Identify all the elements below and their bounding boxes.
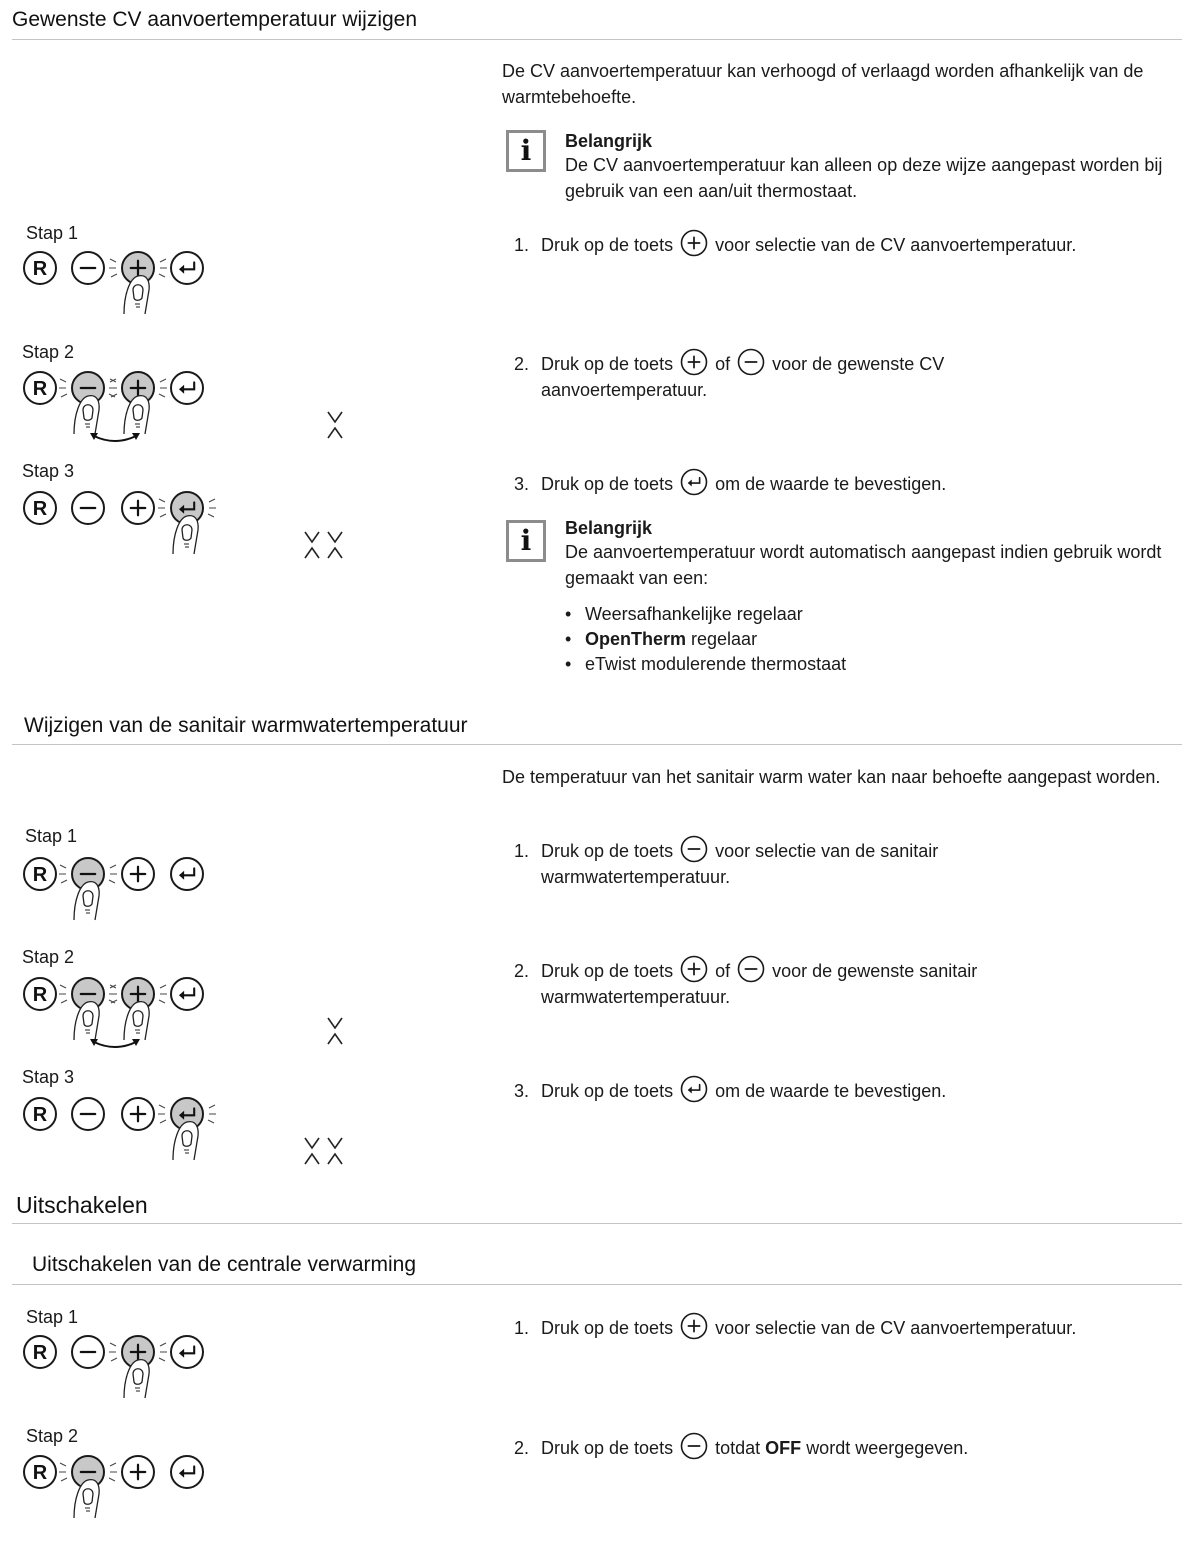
instruction-step: 3. Druk op de toets om de waarde te bevestigen.: [514, 468, 946, 497]
blinking-indicator-icon: [325, 410, 345, 440]
instruction-step: 2. Druk op de toets of voor de gewenste CV aanvoertemperatuur.: [514, 348, 944, 403]
step-label: Stap 2: [22, 947, 75, 967]
step-label: Stap 2: [22, 342, 75, 362]
section-divider: [12, 744, 1182, 745]
note-title: Belangrijk: [565, 518, 653, 538]
svg-text:R: R: [32, 258, 48, 280]
section-title-cv-temperature: Gewenste CV aanvoertemperatuur wijzigen: [12, 8, 418, 31]
keypad-keys: [22, 1454, 262, 1544]
plus-icon: [680, 229, 708, 257]
blinking-indicator-icon: [325, 1016, 345, 1046]
svg-text:R: R: [32, 1462, 48, 1484]
intro-dhw-temperature: De temperatuur van het sanitair warm water kan naar behoefte aangepast worden.: [502, 767, 1161, 787]
blinking-indicator-icon: [302, 530, 346, 560]
minus-icon: [680, 835, 708, 863]
instruction-step: 1. Druk op de toets voor selectie van de CV aanvoertemperatuur.: [514, 1312, 1076, 1341]
step-label: Stap 3: [22, 1067, 75, 1087]
section-divider: [12, 1223, 1182, 1224]
info-note-2: [504, 515, 1184, 685]
minus-icon: [737, 955, 765, 983]
keypad-keys: [22, 1334, 262, 1424]
svg-text:R: R: [32, 984, 48, 1006]
step-label: Stap 1: [26, 1307, 79, 1327]
keypad-keys: [22, 370, 262, 460]
svg-text:R: R: [32, 864, 48, 886]
note-text: De CV aanvoertemperatuur kan alleen op deze wijze aangepast worden bij gebruik van een aan/uit thermostaat.: [565, 155, 1163, 201]
keypad-illustration: [22, 490, 262, 580]
enter-icon: [680, 1075, 708, 1103]
keypad-keys: [22, 250, 262, 340]
instruction-step: 2. Druk op de toets totdat OFF wordt weergegeven.: [514, 1432, 968, 1461]
keypad-keys: [22, 856, 262, 946]
keypad-illustration: [22, 856, 262, 946]
keypad-illustration: [22, 1334, 262, 1424]
keypad-keys: [22, 976, 262, 1066]
svg-text:R: R: [32, 378, 48, 400]
list-item: • eTwist modulerende thermostaat: [565, 654, 847, 674]
section-title-switch-off-heating: Uitschakelen van de centrale verwarming: [32, 1253, 417, 1276]
section-divider: [12, 39, 1182, 40]
list-item: • Weersafhankelijke regelaar: [565, 604, 803, 624]
enter-icon: [680, 468, 708, 496]
info-icon: i: [506, 130, 546, 172]
instruction-step: 1. Druk op de toets voor selectie van de CV aanvoertemperatuur.: [514, 229, 1076, 258]
section-title-switch-off: Uitschakelen: [16, 1192, 148, 1218]
keypad-illustration: [22, 250, 262, 340]
svg-text:R: R: [32, 1104, 48, 1126]
plus-icon: [680, 1312, 708, 1340]
keypad-illustration: [22, 1454, 262, 1544]
bullet-list: [565, 602, 846, 677]
step-label: Stap 3: [22, 461, 75, 481]
blinking-indicator-icon: [302, 1136, 346, 1166]
svg-text:R: R: [32, 498, 48, 520]
intro-cv-temperature: De CV aanvoertemperatuur kan verhoogd of verlaagd worden afhankelijk van de warmtebehoefte.: [502, 61, 1144, 107]
svg-text:R: R: [32, 1342, 48, 1364]
step-label: Stap 1: [26, 223, 79, 243]
list-item: • OpenTherm regelaar: [565, 629, 758, 649]
instruction-step: 3. Druk op de toets om de waarde te bevestigen.: [514, 1075, 946, 1104]
keypad-keys: [22, 490, 262, 580]
keypad-illustration: [22, 1096, 262, 1186]
section-title-dhw-temperature: Wijzigen van de sanitair warmwatertemperatuur: [24, 714, 468, 737]
info-icon: i: [506, 520, 546, 562]
step-label: Stap 2: [26, 1426, 79, 1446]
instruction-step: 1. Druk op de toets voor selectie van de sanitair warmwatertemperatuur.: [514, 835, 938, 890]
minus-icon: [680, 1432, 708, 1460]
step-label: Stap 1: [25, 826, 78, 846]
plus-icon: [680, 348, 708, 376]
note-title: Belangrijk: [565, 131, 653, 151]
minus-icon: [737, 348, 765, 376]
keypad-keys: [22, 1096, 262, 1186]
keypad-illustration: [22, 976, 262, 1066]
note-text: De aanvoertemperatuur wordt automatisch aangepast indien gebruik wordt gemaakt van een:: [565, 542, 1162, 588]
instruction-step: 2. Druk op de toets of voor de gewenste sanitair warmwatertemperatuur.: [514, 955, 977, 1010]
keypad-illustration: [22, 370, 262, 460]
plus-icon: [680, 955, 708, 983]
info-note-1: [504, 128, 1184, 208]
section-divider: [12, 1284, 1182, 1285]
